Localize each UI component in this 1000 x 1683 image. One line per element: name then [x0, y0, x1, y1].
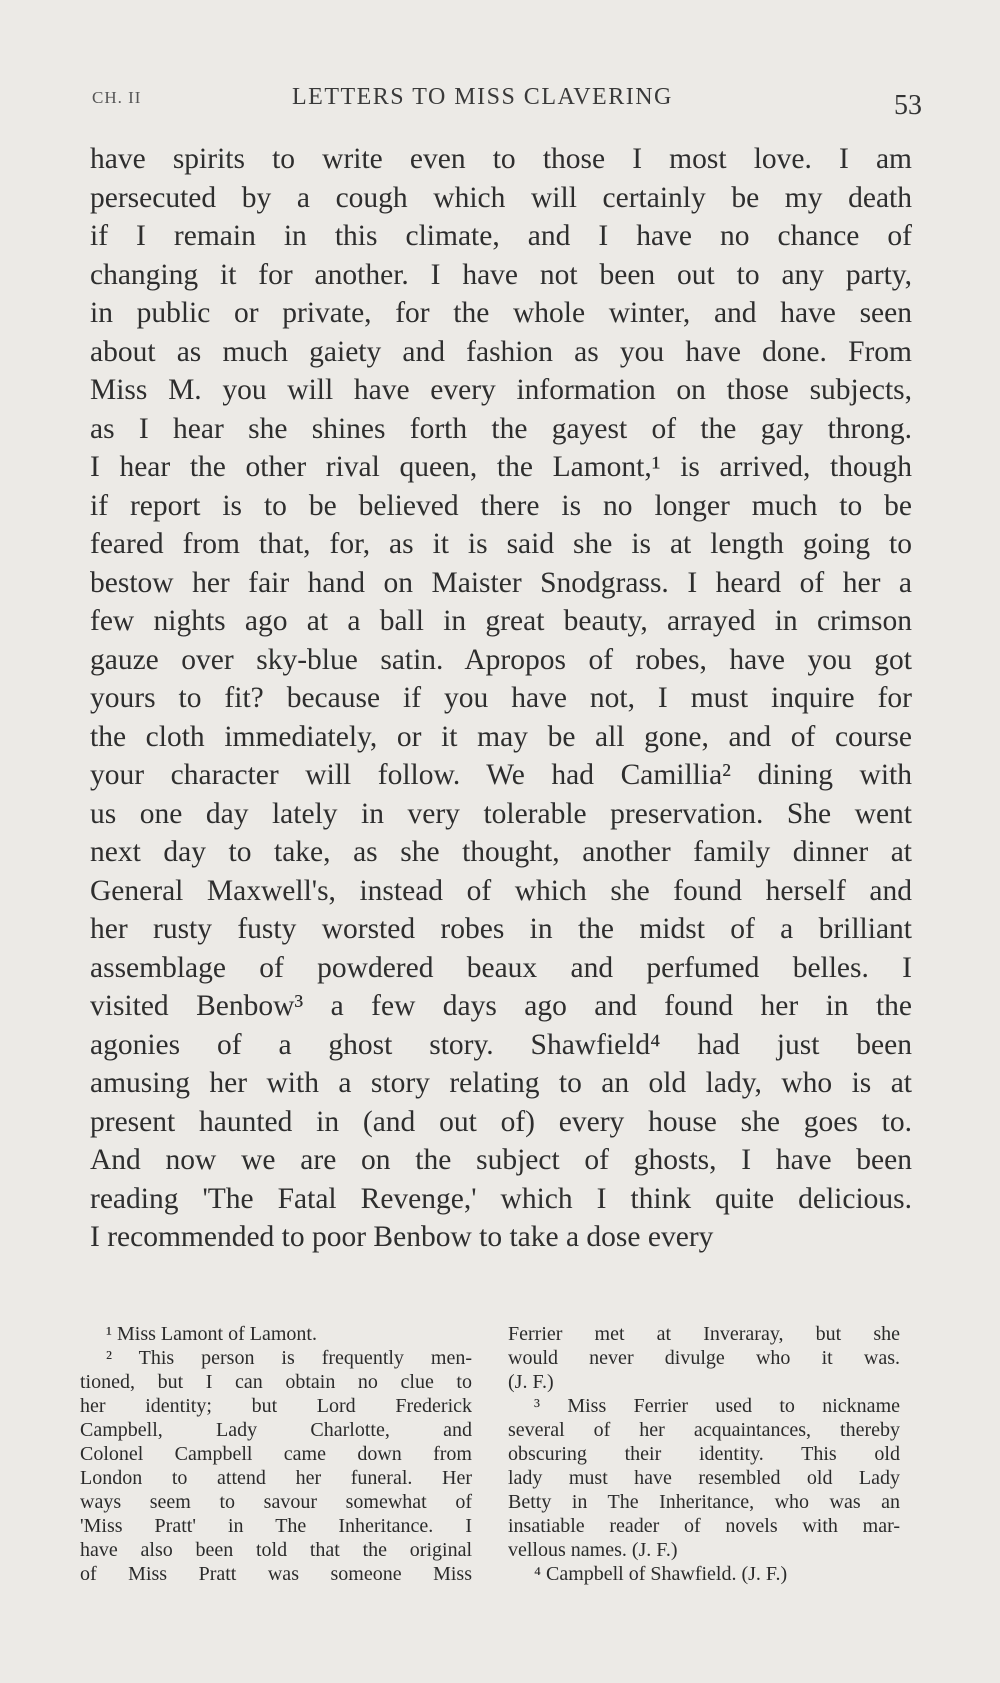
- footnote-line: of Miss Pratt was someone Miss: [80, 1563, 472, 1585]
- text-line: about as much gaiety and fashion as you have done. From: [90, 335, 912, 368]
- text-line: agonies of a ghost story. Shawfield⁴ had just been: [90, 1028, 912, 1061]
- footnote-line: Campbell, Lady Charlotte, and: [80, 1419, 472, 1441]
- text-line: feared from that, for, as it is said she is at length going to: [90, 528, 912, 560]
- footnote-line: ways seem to savour somewhat of: [80, 1491, 472, 1513]
- text-line: assemblage of powdered beaux and perfumed belles. I: [90, 951, 912, 984]
- footnote-line: (J. F.): [508, 1371, 554, 1393]
- text-line: in public or private, for the whole winter, and have seen: [90, 297, 912, 329]
- text-line: if report is to be believed there is no longer much to be: [90, 489, 912, 522]
- text-line: visited Benbow³ a few days ago and found her in the: [90, 990, 912, 1022]
- footnote-line: tioned, but I can obtain no clue to: [80, 1371, 472, 1393]
- text-line: bestow her fair hand on Maister Snodgrass. I heard of her a: [90, 566, 912, 599]
- footnote-line: would never divulge who it was.: [508, 1347, 900, 1369]
- text-line: few nights ago at a ball in great beauty, arrayed in crimson: [90, 605, 912, 637]
- running-title: LETTERS TO MISS CLAVERING: [292, 84, 673, 110]
- text-line: amusing her with a story relating to an old lady, who is at: [90, 1067, 912, 1099]
- page-header: [92, 82, 922, 122]
- text-line: General Maxwell's, instead of which she found herself and: [90, 874, 912, 907]
- text-line: if I remain in this climate, and I have no chance of: [90, 220, 912, 252]
- text-line: your character will follow. We had Camillia² dining with: [90, 759, 912, 791]
- text-line: her rusty fusty worsted robes in the midst of a brilliant: [90, 913, 912, 945]
- footnote-line: several of her acquaintances, thereby: [508, 1419, 900, 1441]
- footnote-line: Colonel Campbell came down from: [80, 1443, 472, 1465]
- footnote-line: obscuring their identity. This old: [508, 1443, 900, 1465]
- text-line: changing it for another. I have not been out to any party,: [90, 258, 912, 291]
- main-text: [90, 140, 912, 1257]
- footnote-line: vellous names. (J. F.): [508, 1539, 678, 1561]
- page-number: 53: [894, 90, 922, 121]
- footnote-line: her identity; but Lord Frederick: [80, 1395, 472, 1417]
- footnote-line: ⁴ Campbell of Shawfield. (J. F.): [534, 1563, 788, 1585]
- footnote-line: ¹ Miss Lamont of Lamont.: [106, 1323, 317, 1345]
- footnote-line: Ferrier met at Inveraray, but she: [508, 1323, 900, 1345]
- text-line: present haunted in (and out of) every house she goes to.: [90, 1105, 912, 1138]
- text-line: I hear the other rival queen, the Lamont,¹ is arrived, though: [90, 451, 912, 483]
- text-line: yours to fit? because if you have not, I must inquire for: [90, 682, 912, 714]
- text-line: And now we are on the subject of ghosts, I have been: [90, 1144, 912, 1176]
- footnote-line: ² This person is frequently men-: [106, 1347, 472, 1369]
- footnotes-left-column: [80, 1322, 472, 1586]
- text-line: I recommended to poor Benbow to take a dose every: [90, 1221, 714, 1253]
- footnote-line: insatiable reader of novels with mar-: [508, 1515, 900, 1537]
- text-line: have spirits to write even to those I most love. I am: [90, 143, 912, 175]
- footnote-line: have also been told that the original: [80, 1539, 472, 1561]
- footnote-line: lady must have resembled old Lady: [508, 1467, 900, 1489]
- footnote-line: Betty in The Inheritance, who was an: [508, 1491, 900, 1513]
- footnote-line: ³ Miss Ferrier used to nickname: [534, 1395, 900, 1417]
- text-line: gauze over sky-blue satin. Apropos of robes, have you got: [90, 643, 912, 676]
- text-line: the cloth immediately, or it may be all gone, and of course: [90, 720, 912, 753]
- text-line: as I hear she shines forth the gayest of the gay throng.: [90, 412, 912, 445]
- text-line: us one day lately in very tolerable preservation. She went: [90, 797, 912, 830]
- footnote-line: 'Miss Pratt' in The Inheritance. I: [80, 1515, 472, 1537]
- text-line: reading 'The Fatal Revenge,' which I think quite delicious.: [90, 1182, 912, 1215]
- text-line: persecuted by a cough which will certainly be my death: [90, 181, 912, 214]
- footnote-line: London to attend her funeral. Her: [80, 1467, 472, 1489]
- footnotes-right-column: [508, 1322, 900, 1586]
- text-line: next day to take, as she thought, another family dinner at: [90, 836, 912, 868]
- text-line: Miss M. you will have every information on those subjects,: [90, 374, 912, 406]
- chapter-label: CH. II: [92, 88, 142, 107]
